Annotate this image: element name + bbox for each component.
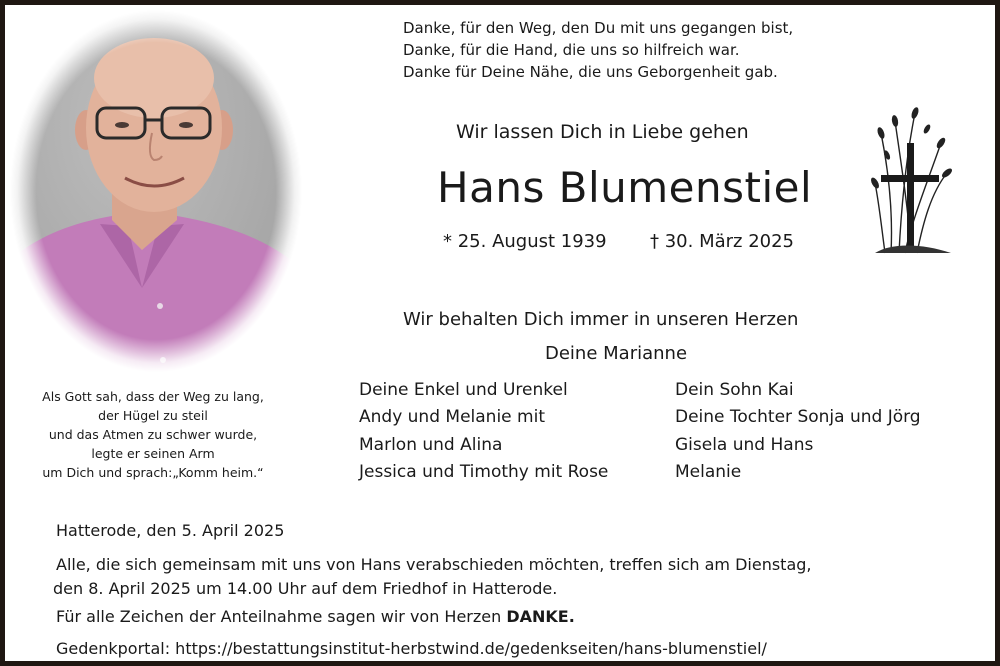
thanks-text: Für alle Zeichen der Anteilnahme sagen wir von Herzen [56, 607, 507, 626]
family-right-line: Dein Sohn Kai [675, 380, 794, 400]
family-right-line: Deine Tochter Sonja und Jörg [675, 407, 921, 427]
birth-date: * 25. August 1939 [443, 231, 607, 252]
verse-line: und das Atmen zu schwer wurde, [48, 427, 258, 442]
family-left-line: Andy und Melanie mit [359, 407, 545, 427]
family-left-line: Jessica und Timothy mit Rose [359, 462, 609, 482]
place-date: Hatterode, den 5. April 2025 [56, 521, 285, 540]
hearts-line: Wir behalten Dich immer in unseren Herzen [403, 309, 799, 330]
thanks-line [56, 607, 575, 626]
deceased-name: Hans Blumenstiel [437, 163, 813, 212]
poem-line-1: Danke, für den Weg, den Du mit uns gegangen bist, [403, 19, 794, 37]
memorial-portal-link[interactable]: Gedenkportal: https://bestattungsinstitut-herbstwind.de/gedenkseiten/hans-blumenstiel/ [56, 639, 767, 658]
family-left-line: Marlon und Alina [359, 435, 503, 455]
verse-line: der Hügel zu steil [98, 408, 208, 423]
portrait-photo [10, 10, 302, 372]
cross-icon [871, 103, 955, 259]
family-left-line: Deine Enkel und Urenkel [359, 380, 568, 400]
farewell-line-1: Alle, die sich gemeinsam mit uns von Hans verabschieden möchten, treffen sich am Dienstag, [56, 555, 812, 574]
poem-line-2: Danke, für die Hand, die uns so hilfreich war. [403, 41, 740, 59]
poem-line-3: Danke für Deine Nähe, die uns Geborgenheit gab. [403, 63, 778, 81]
verse-line: legte er seinen Arm [91, 446, 215, 461]
death-date: † 30. März 2025 [650, 231, 795, 252]
spouse-name: Deine Marianne [545, 343, 688, 364]
family-right-line: Melanie [675, 462, 742, 482]
verse-line: um Dich und sprach:„Komm heim.“ [42, 465, 264, 480]
thanks-emphasis: DANKE. [506, 607, 575, 626]
motto: Wir lassen Dich in Liebe gehen [456, 121, 749, 143]
farewell-line-2: den 8. April 2025 um 14.00 Uhr auf dem Friedhof in Hatterode. [53, 579, 558, 598]
verse-line: Als Gott sah, dass der Weg zu lang, [42, 389, 264, 404]
family-right-line: Gisela und Hans [675, 435, 814, 455]
